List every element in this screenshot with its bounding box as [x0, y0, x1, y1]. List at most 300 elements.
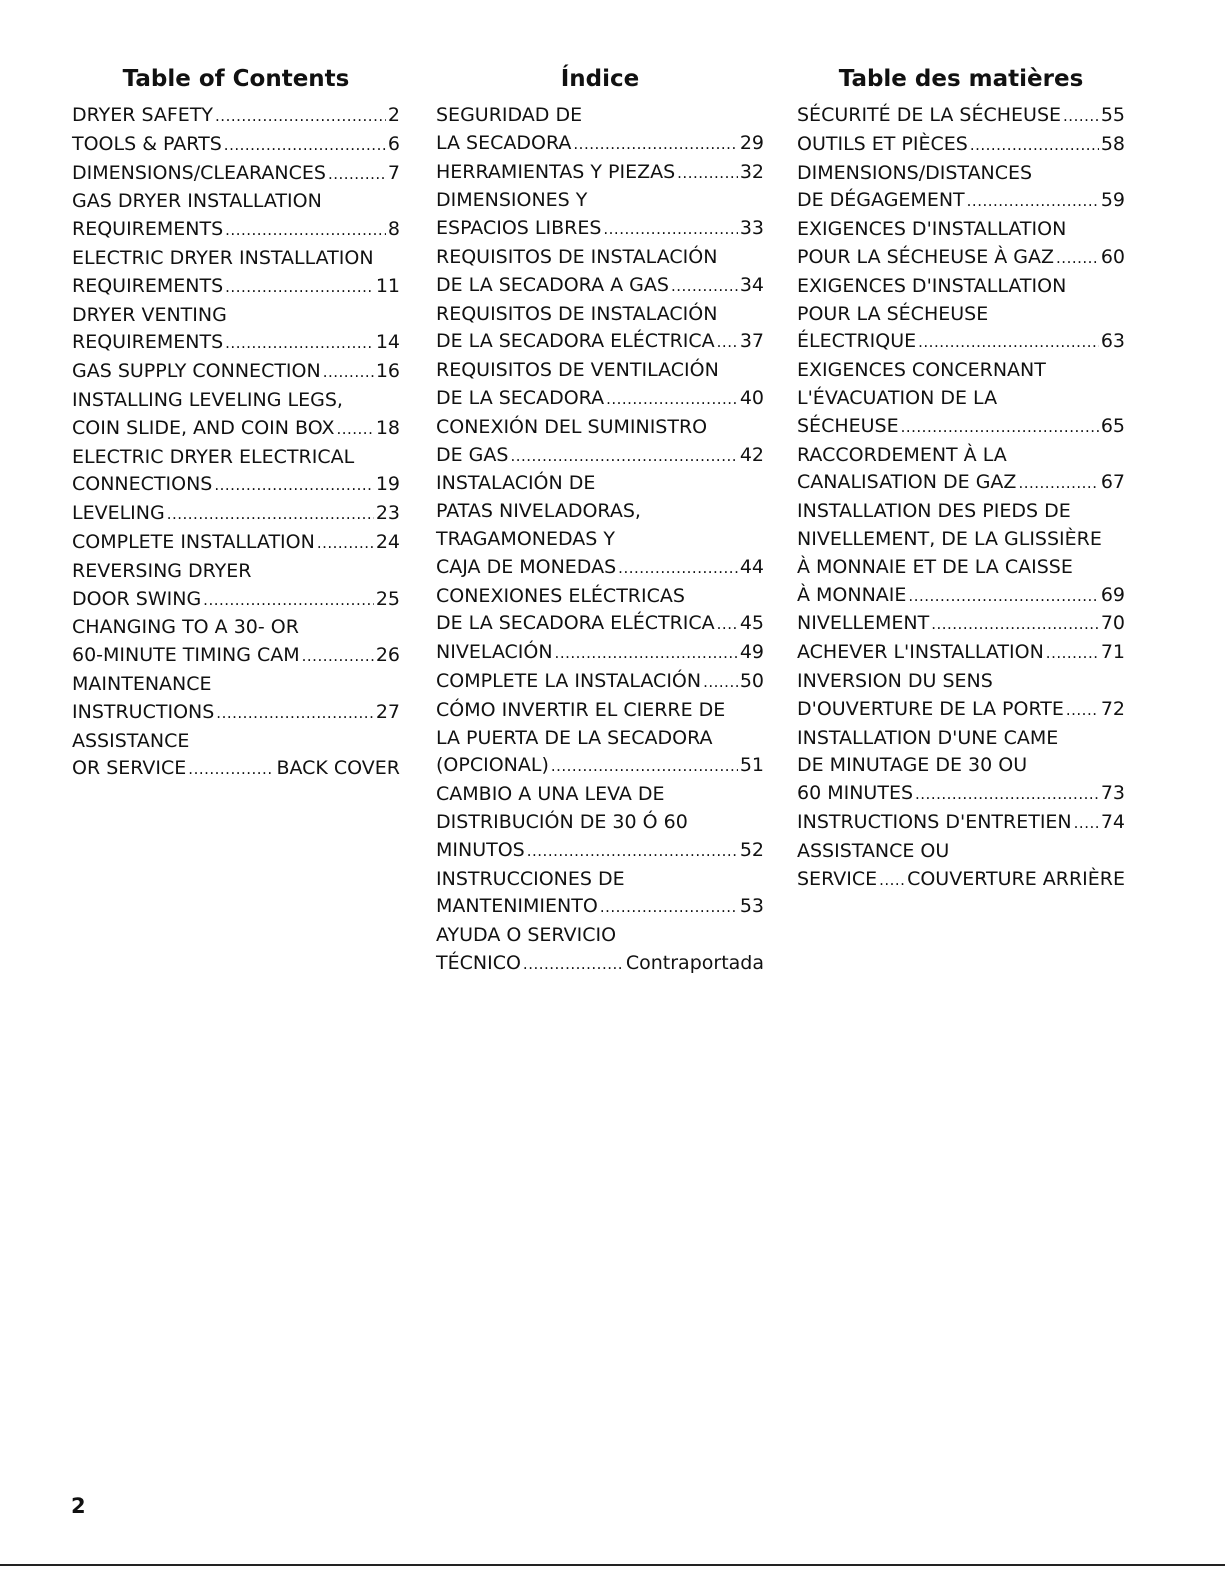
toc-entry-line: [72, 755, 400, 784]
toc-entry-title: ACHEVER L'INSTALLATION: [797, 641, 1044, 664]
toc-page-ref: 59: [1100, 189, 1125, 212]
dot-leader: [618, 554, 738, 583]
toc-entry-line: [436, 752, 764, 781]
toc-entry: [436, 102, 764, 159]
toc-entry-line: [797, 102, 1125, 131]
toc-entry-title: TÉCNICO: [436, 951, 521, 974]
toc-entry: [436, 781, 764, 865]
toc-entry: [72, 500, 400, 529]
toc-entry-title: SEGURIDAD DE: [436, 104, 583, 126]
toc-entry-line: [797, 526, 1125, 554]
toc-entry-title: REQUISITOS DE INSTALACIÓN: [436, 245, 718, 268]
toc-entry: [797, 639, 1125, 668]
toc-entry-list: [72, 102, 400, 784]
toc-entry-line: [436, 357, 764, 385]
toc-entry-line: [436, 668, 764, 697]
toc-page-ref: BACK COVER: [276, 757, 400, 780]
toc-entry-title: NIVELLEMENT: [797, 612, 930, 635]
toc-page-ref: 26: [375, 644, 400, 667]
toc-entry-line: [72, 471, 400, 500]
toc-entry-line: [797, 554, 1125, 582]
toc-entry-title: DE LA SECADORA ELÉCTRICA: [436, 330, 715, 353]
dot-leader: [606, 385, 738, 414]
toc-entry: [797, 442, 1125, 499]
toc-entry: [436, 639, 764, 668]
toc-page-ref: 72: [1100, 697, 1125, 720]
toc-entry: [797, 160, 1125, 217]
toc-page-ref: 29: [739, 131, 764, 154]
toc-entry-title: TRAGAMONEDAS Y: [436, 527, 615, 550]
toc-entry: [72, 529, 400, 558]
toc-entry: [436, 470, 764, 582]
toc-entry-title: EXIGENCES D'INSTALLATION: [797, 274, 1067, 297]
toc-entry-line: [72, 642, 400, 671]
column-heading: Table of Contents: [122, 66, 350, 92]
toc-entry-list: [436, 102, 764, 979]
toc-entry: [436, 697, 764, 781]
dot-leader: [677, 159, 738, 188]
toc-entry-title: OR SERVICE: [72, 757, 187, 780]
dot-leader: [600, 893, 738, 922]
toc-entry-title: COIN SLIDE, AND COIN BOX: [72, 416, 335, 439]
toc-page-ref: 52: [739, 838, 764, 861]
toc-entry-title: ÉLECTRIQUE: [797, 330, 917, 353]
dot-leader: [1063, 102, 1099, 131]
toc-entry: [72, 387, 400, 444]
toc-entry-line: [436, 130, 764, 159]
toc-entry-title: LA PUERTA DE LA SECADORA: [436, 726, 713, 749]
toc-page-ref: 16: [375, 360, 400, 383]
toc-entry-title: CHANGING TO A 30- OR: [72, 616, 299, 639]
toc-entry-line: [797, 413, 1125, 442]
toc-entry-line: [797, 582, 1125, 611]
column-heading: Table des matières: [838, 66, 1084, 92]
toc-entry-title: REQUISITOS DE INSTALACIÓN: [436, 302, 718, 325]
toc-entry: [797, 838, 1125, 895]
toc-entry-line: [72, 216, 400, 245]
toc-entry-title: OUTILS ET PIÈCES: [797, 132, 968, 155]
toc-entry-line: [436, 526, 764, 554]
toc-page-ref: 37: [739, 330, 764, 353]
toc-entry-title: REQUIREMENTS: [72, 274, 224, 297]
toc-entry-line: [797, 809, 1125, 838]
toc-entry: [72, 188, 400, 245]
toc-page-ref: 24: [375, 530, 400, 553]
toc-entry-line: [72, 131, 400, 160]
toc-entry: [797, 809, 1125, 838]
toc-entry-title: REQUIREMENTS: [72, 331, 224, 354]
toc-entry: [797, 498, 1125, 610]
dot-leader: [510, 442, 737, 471]
dot-leader: [970, 131, 1099, 160]
toc-page-ref: 33: [739, 217, 764, 240]
toc-page-ref: 69: [1100, 583, 1125, 606]
toc-entry: [436, 301, 764, 358]
toc-entry-line: [436, 922, 764, 950]
toc-entry-title: HERRAMIENTAS Y PIEZAS: [436, 160, 676, 183]
dot-leader: [188, 755, 274, 784]
dot-leader: [328, 160, 386, 189]
dot-leader: [915, 780, 1099, 809]
toc-entry-line: [797, 838, 1125, 866]
toc-column-spanish: [436, 62, 764, 979]
toc-entry: [797, 610, 1125, 639]
dot-leader: [214, 471, 373, 500]
toc-entry-title: DIMENSIONES Y: [436, 189, 588, 212]
toc-entry-line: [436, 554, 764, 583]
toc-entry-title: À MONNAIE: [797, 583, 907, 606]
toc-entry-title: GAS DRYER INSTALLATION: [72, 190, 322, 213]
toc-entry-title: POUR LA SÉCHEUSE: [797, 302, 989, 325]
dot-leader: [225, 273, 374, 302]
toc-entry-line: [436, 725, 764, 753]
toc-page-ref: 55: [1100, 104, 1125, 126]
dot-leader: [555, 639, 738, 668]
toc-entry-line: [436, 215, 764, 244]
toc-page-ref: 51: [739, 754, 764, 777]
dot-leader: [908, 582, 1098, 611]
toc-page-ref: 6: [387, 132, 400, 155]
dot-leader: [879, 866, 905, 895]
toc-entry-line: [797, 780, 1125, 809]
dot-leader: [717, 610, 738, 639]
toc-page-ref: 44: [739, 555, 764, 578]
toc-entry-line: [436, 809, 764, 837]
toc-entry: [72, 358, 400, 387]
toc-entry: [436, 922, 764, 979]
toc-entry-line: [797, 668, 1125, 696]
toc-entry-title: CANALISATION DE GAZ: [797, 471, 1017, 494]
toc-entry-title: SÉCHEUSE: [797, 414, 899, 437]
toc-entry-title: CAMBIO A UNA LEVA DE: [436, 783, 665, 806]
toc-entry-line: [797, 131, 1125, 160]
toc-entry-line: [72, 387, 400, 415]
dot-leader: [317, 529, 374, 558]
toc-entry-title: INSTALLATION D'UNE CAME: [797, 726, 1059, 749]
toc-entry-title: REVERSING DRYER: [72, 559, 252, 582]
toc-entry-title: 60-MINUTE TIMING CAM: [72, 644, 300, 667]
toc-entry-line: [72, 273, 400, 302]
toc-entry-line: [436, 328, 764, 357]
toc-entry-line: [72, 245, 400, 273]
toc-entry-title: DISTRIBUCIÓN DE 30 Ó 60: [436, 810, 688, 833]
toc-entry: [72, 131, 400, 160]
toc-page-ref: 50: [739, 669, 764, 692]
toc-entry-title: DRYER VENTING: [72, 303, 227, 326]
toc-entry-line: [72, 671, 400, 699]
dot-leader: [967, 187, 1099, 216]
toc-entry-line: [797, 752, 1125, 780]
toc-entry-title: À MONNAIE ET DE LA CAISSE: [797, 555, 1073, 578]
toc-entry-title: COMPLETE INSTALLATION: [72, 530, 315, 553]
toc-entry: [72, 671, 400, 728]
toc-entry-line: [797, 639, 1125, 668]
toc-entry-title: TOOLS & PARTS: [72, 132, 222, 155]
toc-page-ref: 58: [1100, 132, 1125, 155]
toc-column-english: [72, 62, 400, 784]
toc-entry-title: INSTRUCTIONS D'ENTRETIEN: [797, 810, 1072, 833]
toc-entry-line: [436, 244, 764, 272]
toc-entry: [436, 187, 764, 244]
toc-entry: [436, 866, 764, 923]
toc-entry-line: [436, 950, 764, 979]
dot-leader: [1056, 244, 1099, 273]
dot-leader: [901, 413, 1099, 442]
toc-entry-title: DRYER SAFETY: [72, 104, 214, 126]
toc-entry-title: LEVELING: [72, 502, 165, 525]
toc-entry-line: [797, 469, 1125, 498]
toc-page-ref: 27: [375, 700, 400, 723]
toc-entry-title: CONNECTIONS: [72, 473, 213, 496]
toc-page-ref: 25: [375, 587, 400, 610]
toc-entry-line: [797, 442, 1125, 470]
toc-entry-title: ASSISTANCE: [72, 729, 190, 752]
toc-entry-line: [436, 159, 764, 188]
toc-entry-title: SÉCURITÉ DE LA SÉCHEUSE: [797, 104, 1062, 126]
toc-entry: [436, 357, 764, 414]
toc-page-ref: 2: [387, 104, 400, 126]
toc-entry-title: 60 MINUTES: [797, 782, 914, 805]
toc-entry-line: [797, 273, 1125, 301]
toc-entry-title: DE LA SECADORA ELÉCTRICA: [436, 612, 715, 635]
toc-entry-title: DOOR SWING: [72, 587, 202, 610]
toc-entry-title: MINUTOS: [436, 838, 525, 861]
dot-leader: [167, 500, 374, 529]
toc-entry-line: [72, 358, 400, 387]
toc-entry-title: LA SECADORA: [436, 131, 572, 154]
toc-entry-line: [797, 385, 1125, 413]
toc-entry-title: MAINTENANCE: [72, 672, 212, 695]
toc-entry-title: CONEXIONES ELÉCTRICAS: [436, 584, 685, 607]
toc-page-ref: 63: [1100, 330, 1125, 353]
toc-page-ref: 70: [1100, 612, 1125, 635]
toc-entry: [797, 668, 1125, 725]
toc-entry: [436, 244, 764, 301]
toc-entry-title: INSTALLING LEVELING LEGS,: [72, 388, 343, 411]
toc-entry-line: [436, 610, 764, 639]
toc-entry-line: [436, 442, 764, 471]
toc-entry-title: INVERSION DU SENS: [797, 669, 993, 692]
toc-page-ref: 74: [1100, 810, 1125, 833]
toc-entry-line: [797, 244, 1125, 273]
toc-entry-line: [797, 301, 1125, 329]
toc-entry-title: DIMENSIONS/DISTANCES: [797, 161, 1033, 184]
toc-page-ref: 67: [1100, 471, 1125, 494]
toc-page-ref: 42: [739, 443, 764, 466]
toc-page-ref: 7: [387, 161, 400, 184]
toc-page-ref: 53: [739, 895, 764, 918]
toc-page-ref: 45: [739, 612, 764, 635]
toc-entry-title: CAJA DE MONEDAS: [436, 555, 617, 578]
toc-entry-title: SERVICE: [797, 867, 878, 890]
toc-entry: [72, 102, 400, 131]
toc-entry: [72, 245, 400, 302]
toc-page-ref: 23: [375, 502, 400, 525]
toc-entry-line: [797, 610, 1125, 639]
toc-entry-title: REQUIREMENTS: [72, 218, 224, 241]
dot-leader: [931, 610, 1099, 639]
toc-entry-title: DE MINUTAGE DE 30 OU: [797, 754, 1028, 777]
toc-entry: [72, 160, 400, 189]
toc-column-french: [797, 62, 1125, 894]
toc-entry-line: [797, 498, 1125, 526]
toc-entry-line: [72, 558, 400, 586]
toc-entry-line: [797, 160, 1125, 188]
dot-leader: [1046, 639, 1099, 668]
toc-entry-title: DE GAS: [436, 443, 509, 466]
toc-entry-line: [436, 837, 764, 866]
toc-entry: [797, 725, 1125, 809]
toc-page-ref: 14: [375, 331, 400, 354]
toc-entry-title: EXIGENCES D'INSTALLATION: [797, 218, 1067, 241]
toc-entry-title: DIMENSIONS/CLEARANCES: [72, 161, 326, 184]
toc-entry-line: [72, 614, 400, 642]
toc-entry-title: MANTENIMIENTO: [436, 895, 598, 918]
toc-entry-line: [72, 415, 400, 444]
toc-entry-title: ASSISTANCE OU: [797, 839, 950, 862]
toc-entry-title: AYUDA O SERVICIO: [436, 924, 617, 947]
dot-leader: [225, 329, 374, 358]
toc-entry-line: [797, 357, 1125, 385]
toc-entry-title: GAS SUPPLY CONNECTION: [72, 360, 321, 383]
toc-entry-line: [72, 586, 400, 615]
toc-entry-line: [436, 697, 764, 725]
toc-entry: [436, 159, 764, 188]
toc-entry-line: [436, 385, 764, 414]
dot-leader: [703, 668, 738, 697]
toc-page-ref: 60: [1100, 245, 1125, 268]
dot-leader: [523, 950, 624, 979]
toc-entry-title: L'ÉVACUATION DE LA: [797, 386, 998, 409]
dot-leader: [573, 130, 737, 159]
toc-entry-title: INSTRUCTIONS: [72, 700, 215, 723]
toc-entry-line: [797, 328, 1125, 357]
toc-entry-line: [436, 414, 764, 442]
toc-entry-line: [436, 498, 764, 526]
toc-entry-line: [72, 529, 400, 558]
dot-leader: [527, 837, 738, 866]
toc-entry-title: DE LA SECADORA A GAS: [436, 273, 669, 296]
toc-entry-line: [436, 470, 764, 498]
bottom-rule: [0, 1564, 1225, 1566]
toc-page-ref: 65: [1100, 414, 1125, 437]
toc-entry-line: [436, 639, 764, 668]
toc-entry-title: CONEXIÓN DEL SUMINISTRO: [436, 415, 708, 438]
toc-entry-title: CÓMO INVERTIR EL CIERRE DE: [436, 698, 726, 721]
toc-entry-title: POUR LA SÉCHEUSE À GAZ: [797, 245, 1055, 268]
toc-entry-title: RACCORDEMENT À LA: [797, 443, 1007, 466]
toc-entry-line: [436, 781, 764, 809]
toc-entry-line: [72, 102, 400, 131]
toc-entry-title: INSTALACIÓN DE: [436, 472, 596, 495]
toc-entry: [72, 444, 400, 501]
toc-entry-title: NIVELLEMENT, DE LA GLISSIÈRE: [797, 527, 1102, 550]
toc-entry-line: [436, 866, 764, 894]
dot-leader: [323, 358, 374, 387]
toc-entry-line: [72, 699, 400, 728]
toc-entry-line: [72, 188, 400, 216]
toc-entry-line: [797, 696, 1125, 725]
toc-page-ref: 34: [739, 273, 764, 296]
toc-entry-line: [797, 866, 1125, 895]
dot-leader: [1018, 469, 1098, 498]
toc-entry: [436, 668, 764, 697]
toc-entry-title: PATAS NIVELADORAS,: [436, 500, 641, 523]
dot-leader: [551, 752, 738, 781]
toc-page-ref: 19: [375, 473, 400, 496]
toc-entry: [72, 614, 400, 671]
dot-leader: [336, 415, 373, 444]
dot-leader: [1066, 696, 1099, 725]
toc-entry: [72, 728, 400, 785]
dot-leader: [603, 215, 737, 244]
toc-entry-list: [797, 102, 1125, 894]
toc-entry-line: [72, 329, 400, 358]
column-heading: Índice: [560, 66, 640, 92]
dot-leader: [216, 699, 374, 728]
toc-page-ref: COUVERTURE ARRIÈRE: [907, 867, 1125, 890]
dot-leader: [1074, 809, 1099, 838]
dot-leader: [224, 131, 386, 160]
toc-entry-line: [436, 187, 764, 215]
toc-page-ref: 71: [1100, 641, 1125, 664]
toc-entry: [797, 216, 1125, 273]
toc-entry-line: [436, 583, 764, 611]
toc-entry-line: [436, 102, 764, 130]
toc-entry: [436, 414, 764, 471]
toc-page-ref: 18: [375, 416, 400, 439]
toc-entry-line: [436, 301, 764, 329]
toc-entry-line: [72, 160, 400, 189]
toc-page-ref: 73: [1100, 782, 1125, 805]
toc-entry-title: ELECTRIC DRYER INSTALLATION: [72, 246, 374, 269]
toc-page-ref: 11: [375, 274, 400, 297]
toc-entry-line: [797, 725, 1125, 753]
toc-entry-line: [797, 216, 1125, 244]
toc-entry: [72, 558, 400, 615]
toc-entry-title: (OPCIONAL): [436, 754, 549, 777]
toc-entry: [72, 302, 400, 359]
dot-leader: [225, 216, 386, 245]
dot-leader: [302, 642, 374, 671]
toc-page-ref: 8: [387, 218, 400, 241]
toc-entry-line: [72, 444, 400, 472]
dot-leader: [215, 102, 386, 131]
toc-entry-title: D'OUVERTURE DE LA PORTE: [797, 697, 1064, 720]
dot-leader: [918, 328, 1099, 357]
toc-entry-title: INSTALLATION DES PIEDS DE: [797, 500, 1071, 523]
dot-leader: [717, 328, 738, 357]
toc-page-ref: 40: [739, 386, 764, 409]
toc-entry: [797, 357, 1125, 441]
toc-entry-line: [72, 728, 400, 756]
toc-entry-line: [72, 500, 400, 529]
toc-entry-line: [797, 187, 1125, 216]
toc-entry-title: EXIGENCES CONCERNANT: [797, 359, 1046, 382]
toc-entry-title: REQUISITOS DE VENTILACIÓN: [436, 359, 719, 382]
toc-entry: [797, 273, 1125, 357]
toc-entry-title: ESPACIOS LIBRES: [436, 217, 602, 240]
dot-leader: [203, 586, 374, 615]
toc-entry-title: DE LA SECADORA: [436, 386, 605, 409]
toc-entry: [436, 583, 764, 640]
toc-entry-title: INSTRUCCIONES DE: [436, 867, 625, 890]
page-number: 2: [71, 1494, 86, 1518]
toc-page-ref: 32: [739, 160, 764, 183]
toc-entry-line: [72, 302, 400, 330]
toc-page-ref: Contraportada: [625, 951, 764, 974]
toc-entry-title: COMPLETE LA INSTALACIÓN: [436, 669, 702, 692]
